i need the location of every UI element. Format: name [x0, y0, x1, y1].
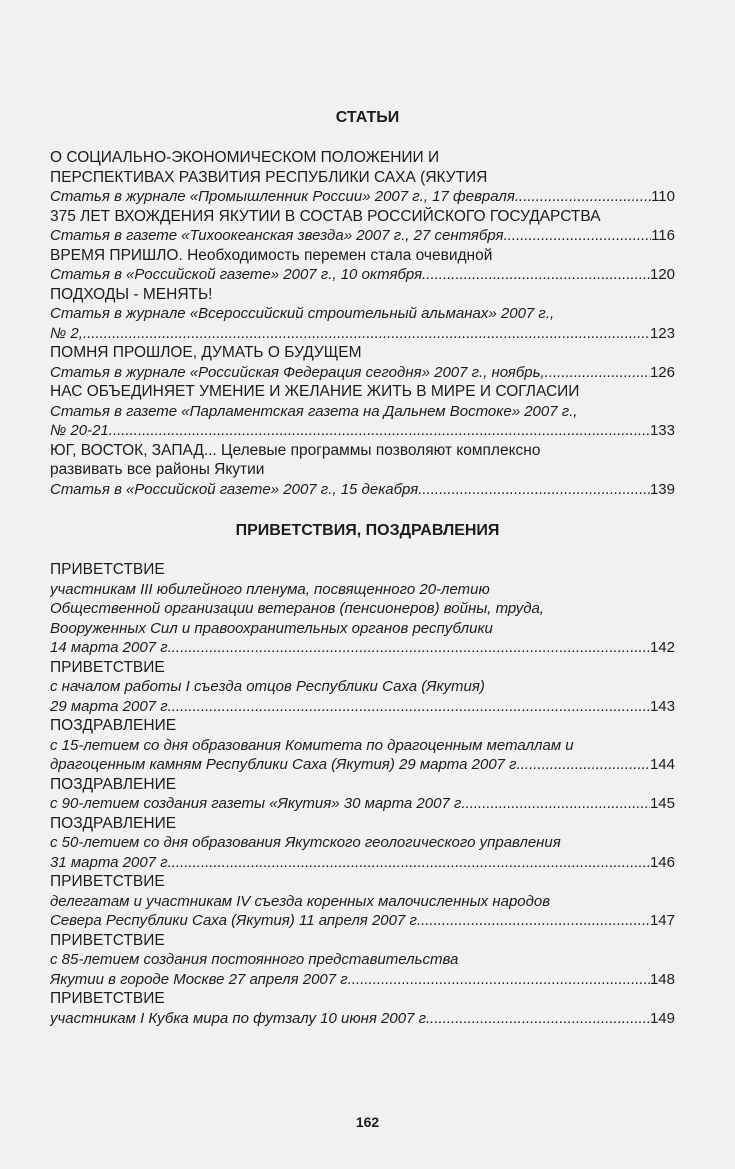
page-number: 162: [355, 1114, 380, 1130]
dot-leader: [422, 265, 650, 285]
entry-source: с 50-летием со дня образования Якутского геологического управления: [50, 834, 561, 851]
toc-entry: [50, 989, 675, 1028]
entry-leader-line: [50, 970, 675, 990]
entry-leader-line: [50, 1009, 675, 1029]
entry-page-number: 126: [649, 363, 675, 381]
toc-entry: [50, 775, 675, 814]
toc-entry: [50, 872, 675, 931]
dot-leader: [521, 755, 650, 775]
entry-source-end: драгоценным камням Республики Саха (Якутия) 29 марта 2007 г.: [50, 756, 521, 773]
entry-heading: 375 ЛЕТ ВХОЖДЕНИЯ ЯКУТИИ В СОСТАВ РОССИЙСКОГО ГОСУДАРСТВА: [50, 207, 601, 225]
entry-source-end: Статья в «Российской газете» 2007 г., 15 декабря: [50, 480, 419, 498]
entry-page-number: 148: [649, 970, 675, 988]
entry-heading: ЮГ, ВОСТОК, ЗАПАД... Целевые программы позволяют комплексно: [50, 441, 541, 459]
toc-entry: [50, 658, 675, 717]
entry-page-number: 144: [649, 756, 675, 773]
entry-heading: ПОЗДРАВЛЕНИЕ: [50, 717, 177, 734]
toc-entry: [50, 343, 675, 382]
toc-entry: [50, 716, 675, 775]
entry-heading: НАС ОБЪЕДИНЯЕТ УМЕНИЕ И ЖЕЛАНИЕ ЖИТЬ В МИРЕ И СОГЛАСИИ: [50, 383, 580, 400]
entry-source-end: Статья в журнале «Российская Федерация сегодня» 2007 г., ноябрь,: [50, 363, 545, 381]
dot-leader: [515, 187, 651, 207]
entry-heading: ВРЕМЯ ПРИШЛО. Необходимость перемен стала очевидной: [50, 246, 493, 264]
dot-leader: [418, 480, 650, 500]
entry-heading: ПОЗДРАВЛЕНИЕ: [50, 814, 177, 832]
entry-source: с 15-летием со дня образования Комитета по драгоценным металлам и: [50, 736, 574, 754]
entry-page-number: 145: [649, 795, 675, 812]
entry-source-end: участникам I Кубка мира по футзалу 10 июня 2007 г.: [50, 1009, 431, 1027]
dot-leader: [172, 638, 650, 658]
dot-leader: [113, 421, 650, 441]
entry-source-end: Якутии в городе Москве 27 апреля 2007 г.: [50, 970, 352, 988]
entry-source-end: № 2,: [50, 324, 83, 342]
entry-leader-line: [50, 187, 675, 207]
entry-heading: ПЕРСПЕКТИВАХ РАЗВИТИЯ РЕСПУБЛИКИ САХА (ЯКУТИЯ: [50, 168, 488, 186]
toc-entry: [50, 931, 675, 990]
entry-page-number: 142: [649, 639, 675, 656]
toc-entry: [50, 148, 675, 207]
entry-page-number: 139: [649, 480, 675, 498]
entry-heading: ПОДХОДЫ - МЕНЯТЬ!: [50, 285, 213, 303]
entry-source-end: Севера Республики Саха (Якутия) 11 апреля 2007 г.: [50, 912, 422, 929]
entry-leader-line: [50, 324, 675, 344]
section-title-articles: СТАТЬИ: [335, 109, 400, 126]
entry-source-end: Статья в «Российской газете» 2007 г., 10 октября: [50, 266, 423, 283]
entry-source: Вооруженных Сил и правоохранительных органов республики: [50, 619, 493, 637]
dot-leader: [421, 911, 650, 931]
entry-heading: ПОМНЯ ПРОШЛОЕ, ДУМАТЬ О БУДУЩЕМ: [50, 344, 362, 361]
dot-leader: [352, 970, 650, 990]
entry-page-number: 143: [649, 697, 675, 715]
section-title-greetings: ПРИВЕТСТВИЯ, ПОЗДРАВЛЕНИЯ: [235, 522, 500, 539]
toc-entry: [50, 560, 675, 658]
entry-source-end: Статья в журнале «Промышленник России» 2007 г., 17 февраля: [50, 188, 515, 205]
entry-source-end: Статья в газете «Тихоокеанская звезда» 2007 г., 27 сентября: [50, 227, 504, 244]
entry-page-number: 120: [649, 266, 675, 283]
entry-page-number: 147: [649, 912, 675, 929]
entry-source: Статья в журнале «Всероссийский строительный альманах» 2007 г.,: [50, 305, 555, 322]
dot-leader: [430, 1009, 650, 1029]
entry-source-end: № 20-21.: [50, 422, 113, 439]
entry-source: Статья в газете «Парламентская газета на Дальнем Востоке» 2007 г.,: [50, 402, 578, 420]
entry-heading: ПОЗДРАВЛЕНИЕ: [50, 775, 177, 793]
entry-leader-line: [50, 697, 675, 717]
entry-leader-line: [50, 638, 675, 658]
entry-leader-line: [50, 363, 675, 383]
entry-page-number: 149: [649, 1009, 675, 1027]
entry-leader-line: [50, 265, 675, 285]
toc-entry: [50, 285, 675, 344]
entry-source-end: 29 марта 2007 г.: [50, 697, 172, 715]
toc-block-greetings: [50, 560, 675, 1028]
entry-leader-line: [50, 226, 675, 246]
dot-leader: [83, 324, 650, 344]
entry-heading: ПРИВЕТСТВИЕ: [50, 990, 165, 1007]
entry-source: Общественной организации ветеранов (пенсионеров) войны, труда,: [50, 600, 545, 617]
entry-leader-line: [50, 911, 675, 931]
toc-entry: [50, 246, 675, 285]
entry-source-end: с 90-летием создания газеты «Якутия» 30 марта 2007 г.: [50, 795, 466, 812]
entry-source: участникам III юбилейного пленума, посвященного 20-летию: [50, 580, 490, 598]
entry-page-number: 146: [649, 853, 675, 871]
entry-leader-line: [50, 853, 675, 873]
dot-leader: [172, 853, 650, 873]
toc-block-articles: [50, 148, 675, 499]
dot-leader: [466, 794, 650, 814]
entry-leader-line: [50, 755, 675, 775]
entry-leader-line: [50, 421, 675, 441]
entry-heading: ПРИВЕТСТВИЕ: [50, 561, 165, 578]
entry-leader-line: [50, 480, 675, 500]
entry-heading: О СОЦИАЛЬНО-ЭКОНОМИЧЕСКОМ ПОЛОЖЕНИИ И: [50, 149, 440, 166]
dot-leader: [545, 363, 650, 383]
entry-page-number: 133: [649, 422, 675, 439]
entry-leader-line: [50, 794, 675, 814]
entry-source: с 85-летием создания постоянного представительства: [50, 951, 459, 968]
toc-entry: [50, 382, 675, 441]
entry-heading: развивать все районы Якутии: [50, 461, 265, 478]
toc-entry: [50, 814, 675, 873]
entry-page-number: 123: [649, 324, 675, 342]
entry-source-end: 14 марта 2007 г.: [50, 639, 172, 656]
toc-entry: [50, 207, 675, 246]
dot-leader: [172, 697, 650, 717]
dot-leader: [504, 226, 652, 246]
entry-source-end: 31 марта 2007 г.: [50, 853, 172, 871]
entry-source: с началом работы I съезда отцов Республики Саха (Якутия): [50, 678, 485, 695]
entry-source: делегатам и участникам IV съезда коренных малочисленных народов: [50, 892, 551, 910]
entry-page-number: 110: [651, 188, 675, 205]
toc-entry: [50, 441, 675, 500]
entry-heading: ПРИВЕТСТВИЕ: [50, 931, 165, 949]
entry-heading: ПРИВЕТСТВИЕ: [50, 658, 165, 676]
entry-page-number: 116: [651, 227, 675, 244]
entry-heading: ПРИВЕТСТВИЕ: [50, 873, 165, 890]
